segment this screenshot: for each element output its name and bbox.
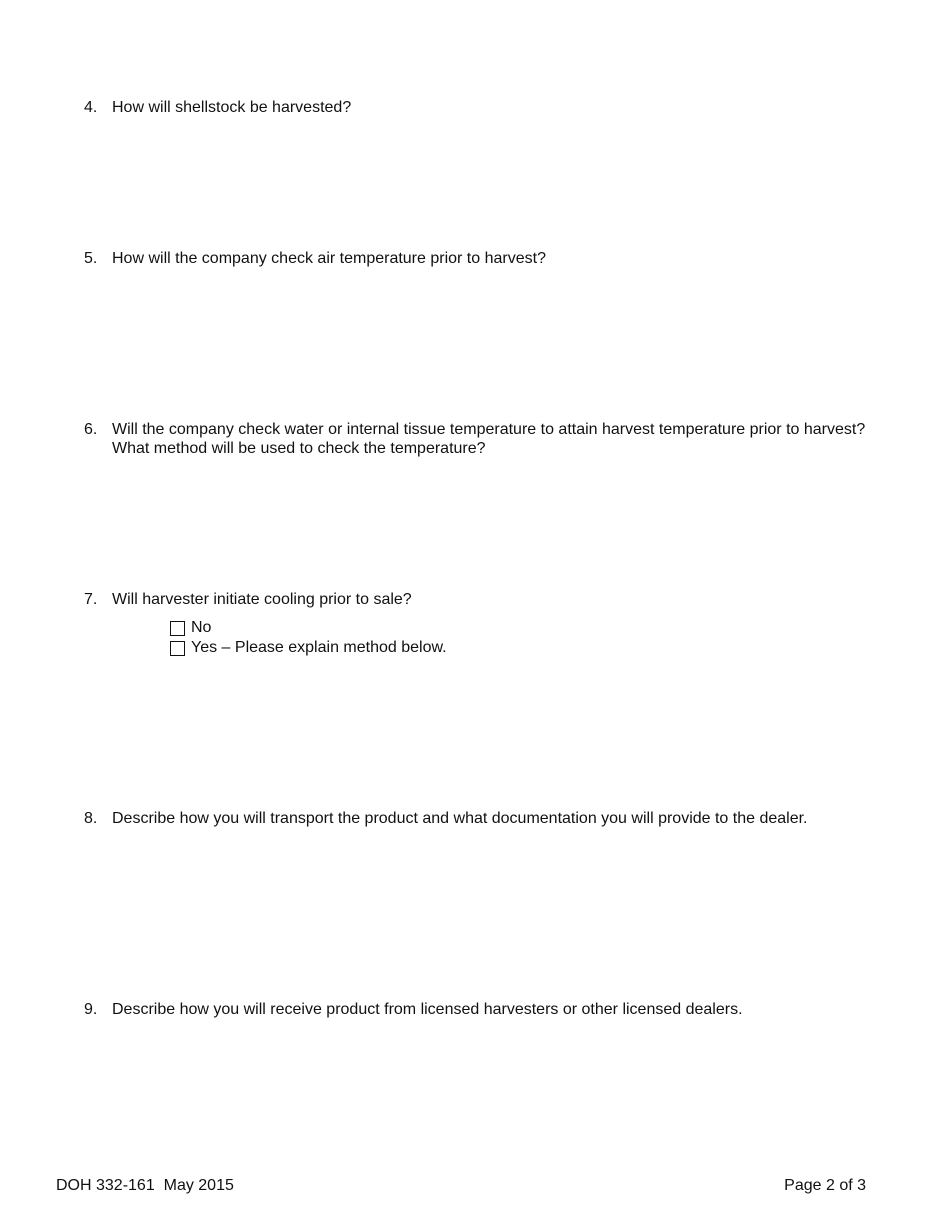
question-number: 6.	[84, 421, 98, 438]
question-text: Describe how you will receive product from licensed harvesters or other licensed dealers.	[112, 1001, 743, 1018]
question-6	[84, 420, 874, 458]
checkbox-no[interactable]	[170, 621, 185, 636]
question-number: 7.	[84, 591, 98, 608]
option-yes-label: Yes – Please explain method below.	[191, 639, 447, 656]
question-4	[84, 98, 874, 117]
option-no-label: No	[191, 619, 212, 636]
page-number: Page 2 of 3	[784, 1177, 866, 1194]
form-id: DOH 332-161 May 2015	[56, 1177, 234, 1194]
question-7	[84, 590, 874, 609]
question-5	[84, 249, 874, 268]
question-number: 9.	[84, 1001, 98, 1018]
question-number: 4.	[84, 99, 98, 116]
question-text: Describe how you will transport the product and what documentation you will provide to the dealer.	[112, 810, 808, 827]
question-9	[84, 1000, 874, 1019]
question-text: How will shellstock be harvested?	[112, 99, 352, 116]
cooling-options	[170, 618, 447, 658]
question-text: Will harvester initiate cooling prior to sale?	[112, 591, 412, 608]
question-text: Will the company check water or internal tissue temperature to attain harvest temperature prior to harvest? What method will be used to check the temperature?	[112, 421, 866, 457]
option-yes[interactable]	[170, 638, 447, 658]
question-number: 8.	[84, 810, 98, 827]
question-8	[84, 809, 874, 828]
question-number: 5.	[84, 250, 98, 267]
question-text: How will the company check air temperature prior to harvest?	[112, 250, 546, 267]
checkbox-yes[interactable]	[170, 641, 185, 656]
option-no[interactable]	[170, 618, 447, 638]
